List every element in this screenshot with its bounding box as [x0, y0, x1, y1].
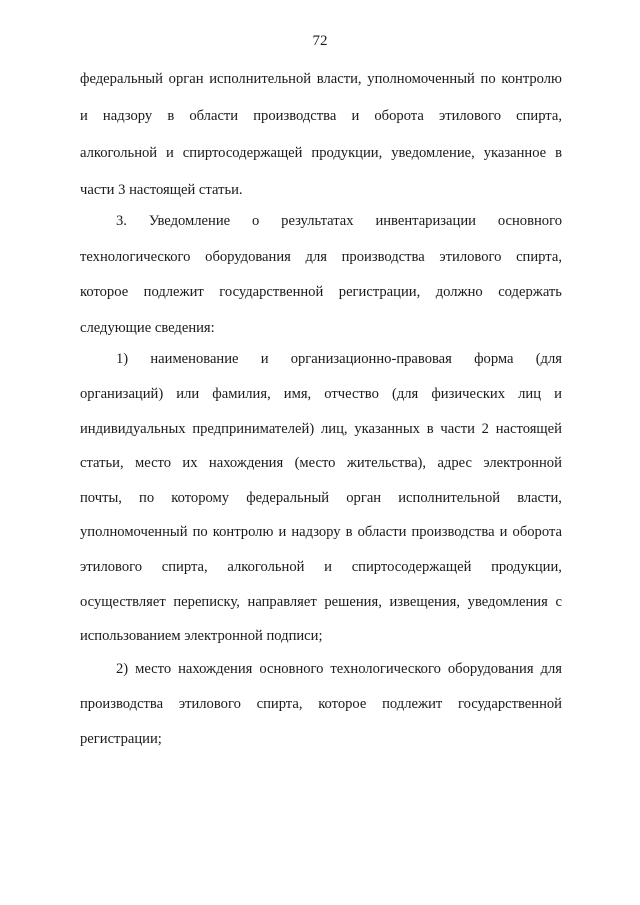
text-line: федеральный орган исполнительной власти, уполномоченный по контролю [80, 71, 562, 87]
text-line: осуществляет переписку, направляет решения, извещения, уведомления с [80, 594, 562, 610]
text-line: индивидуальных предпринимателей) лиц, указанных в части 2 настоящей [80, 421, 562, 437]
page-number: 72 [312, 33, 328, 49]
text-line: регистрации; [80, 731, 162, 747]
text-line: 2) место нахождения основного технологического оборудования для [116, 661, 562, 677]
text-line: следующие сведения: [80, 320, 215, 336]
text-line: организаций) или фамилия, имя, отчество (для физических лиц и [80, 386, 562, 402]
text-line: алкогольной и спиртосодержащей продукции, уведомление, указанное в [80, 145, 562, 161]
text-line: технологического оборудования для производства этилового спирта, [80, 249, 562, 265]
text-line: 3. Уведомление о результатах инвентаризации основного [116, 213, 562, 229]
text-line: использованием электронной подписи; [80, 628, 323, 644]
text-line: почты, по которому федеральный орган исполнительной власти, [80, 490, 562, 506]
text-line: уполномоченный по контролю и надзору в области производства и оборота [80, 524, 562, 540]
text-line: которое подлежит государственной регистрации, должно содержать [80, 284, 562, 300]
text-line: производства этилового спирта, которое подлежит государственной [80, 696, 562, 712]
text-line: и надзору в области производства и оборота этилового спирта, [80, 108, 562, 124]
text-line: 1) наименование и организационно-правовая форма (для [116, 351, 562, 367]
text-line: этилового спирта, алкогольной и спиртосодержащей продукции, [80, 559, 562, 575]
text-line: статьи, место их нахождения (место жительства), адрес электронной [80, 455, 562, 471]
text-line: части 3 настоящей статьи. [80, 182, 243, 198]
